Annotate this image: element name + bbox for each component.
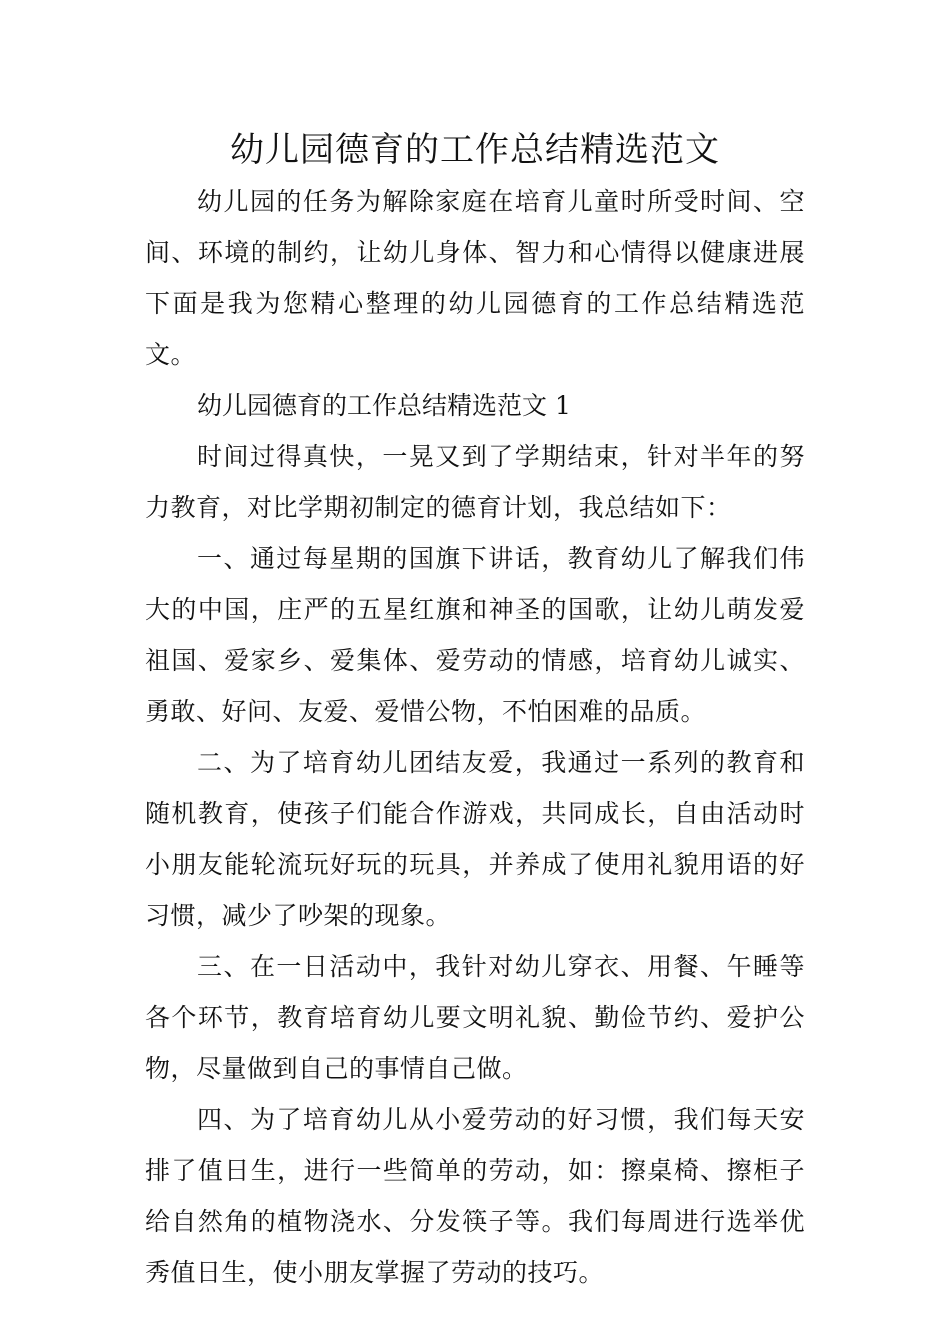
intro-paragraph: 幼儿园的任务为解除家庭在培育儿童时所受时间、空间、环境的制约，让幼儿身体、智力和心情得以健康进展下面是我为您精心整理的幼儿园德育的工作总结精选范文。 bbox=[145, 187, 805, 369]
point-one-paragraph: 一、通过每星期的国旗下讲话，教育幼儿了解我们伟大的中国，庄严的五星红旗和神圣的国歌，让幼儿萌发爱祖国、爱家乡、爱集体、爱劳动的情感，培育幼儿诚实、勇敢、好问、友爱、爱惜公物，不怕困难的品质。 bbox=[145, 544, 805, 726]
summary-intro-paragraph: 时间过得真快，一晃又到了学期结束，针对半年的努力教育，对比学期初制定的德育计划，我总结如下： bbox=[145, 442, 805, 522]
point-four-paragraph: 四、为了培育幼儿从小爱劳动的好习惯，我们每天安排了值日生，进行一些简单的劳动，如：擦桌椅、擦柜子给自然角的植物浇水、分发筷子等。我们每周进行选举优秀值日生，使小朋友掌握了劳动的技巧。 bbox=[145, 1105, 805, 1287]
point-three-paragraph: 三、在一日活动中，我针对幼儿穿衣、用餐、午睡等各个环节，教育培育幼儿要文明礼貌、勤俭节约、爱护公物，尽量做到自己的事情自己做。 bbox=[145, 952, 805, 1083]
point-two-paragraph: 二、为了培育幼儿团结友爱，我通过一系列的教育和随机教育，使孩子们能合作游戏，共同成长，自由活动时小朋友能轮流玩好玩的玩具，并养成了使用礼貌用语的好习惯，减少了吵架的现象。 bbox=[145, 748, 805, 930]
section-heading: 幼儿园德育的工作总结精选范文 1 bbox=[197, 391, 571, 420]
document-body bbox=[145, 176, 805, 1298]
document-title: 幼儿园德育的工作总结精选范文 bbox=[230, 130, 720, 170]
